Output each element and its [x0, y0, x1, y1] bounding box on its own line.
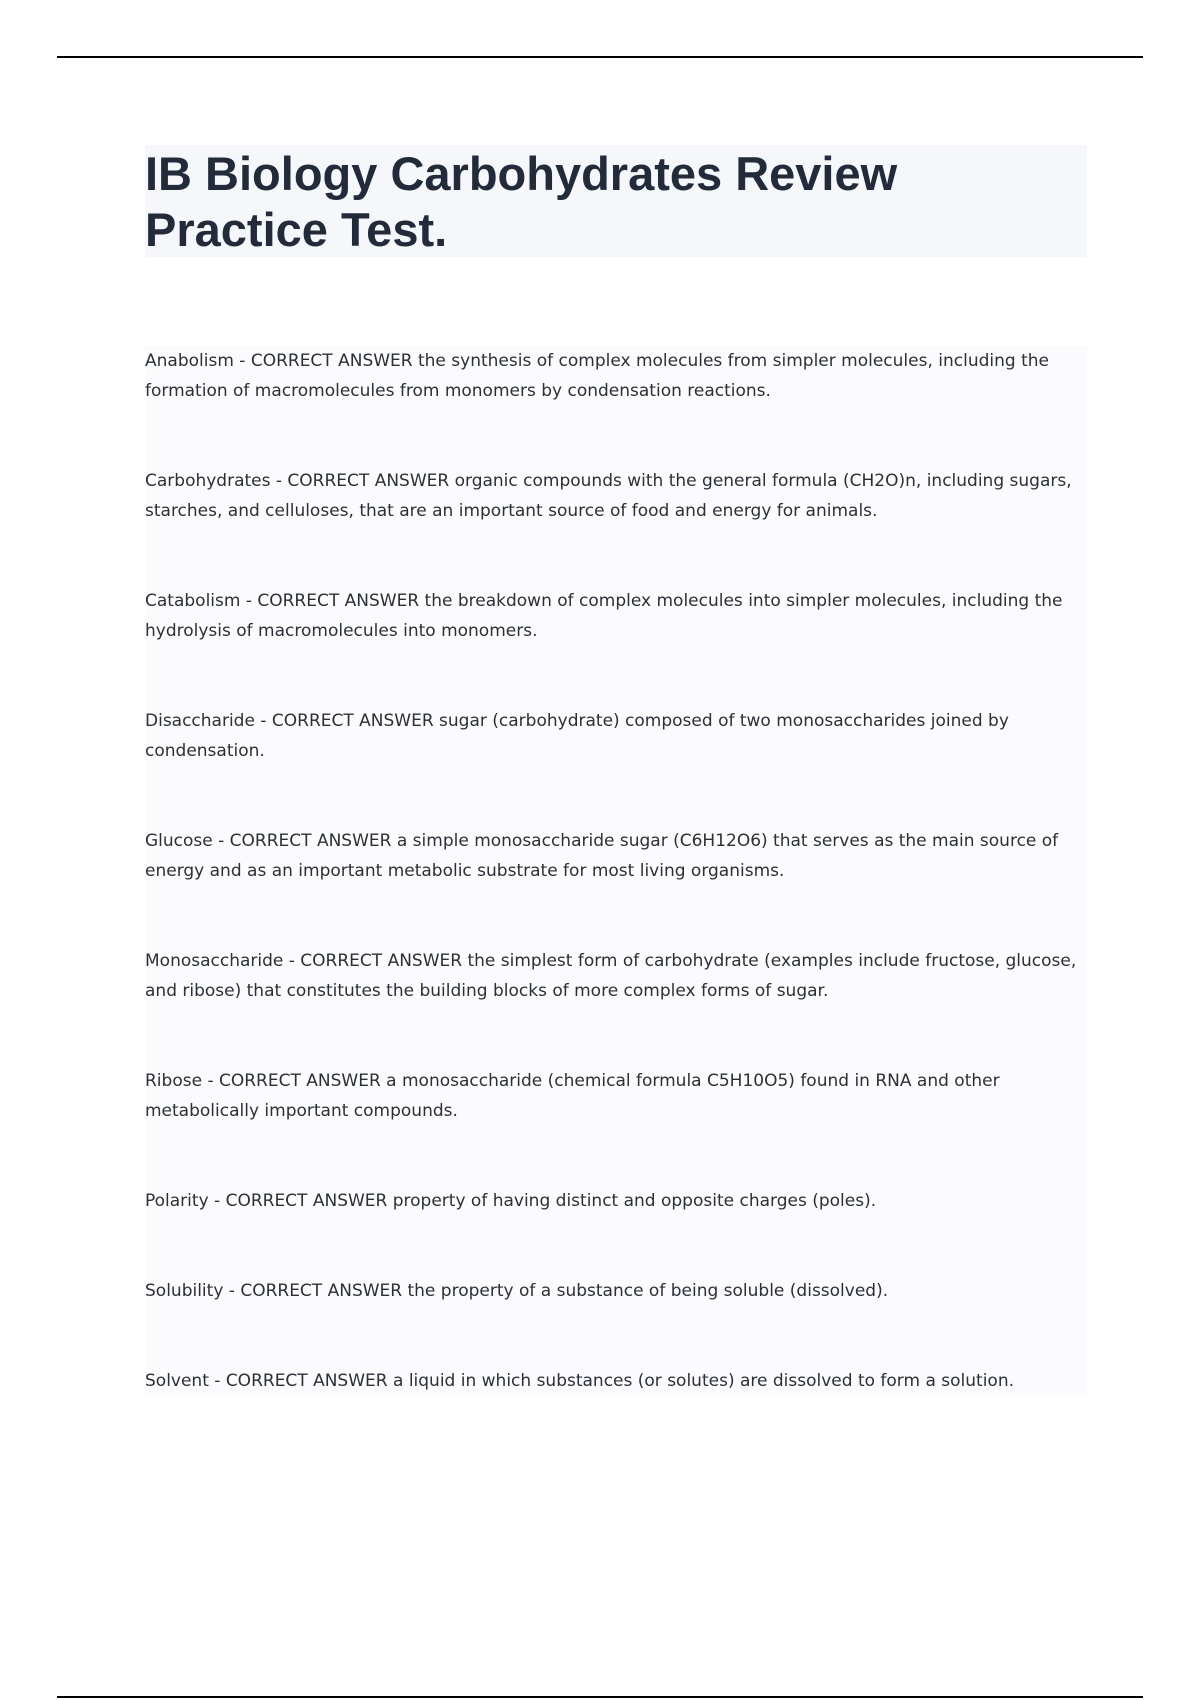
entry-monosaccharide: Monosaccharide - CORRECT ANSWER the simplest form of carbohydrate (examples include fructose, glucose, and ribose) that constitutes the building blocks of more complex forms of sugar. — [145, 951, 1077, 1001]
entry-anabolism: Anabolism - CORRECT ANSWER the synthesis of complex molecules from simpler molecules, including the formation of macromolecules from monomers by condensation reactions. — [145, 351, 1049, 401]
entry-list — [145, 346, 1087, 1396]
entry-polarity: Polarity - CORRECT ANSWER property of having distinct and opposite charges (poles). — [145, 1191, 877, 1211]
entry-glucose: Glucose - CORRECT ANSWER a simple monosaccharide sugar (C6H12O6) that serves as the main source of energy and as an important metabolic substrate for most living organisms. — [145, 831, 1059, 881]
entry-catabolism: Catabolism - CORRECT ANSWER the breakdown of complex molecules into simpler molecules, including the hydrolysis of macromolecules into monomers. — [145, 591, 1063, 641]
entry-disaccharide: Disaccharide - CORRECT ANSWER sugar (carbohydrate) composed of two monosaccharides joined by condensation. — [145, 711, 1009, 761]
entry-carbohydrates: Carbohydrates - CORRECT ANSWER organic compounds with the general formula (CH2O)n, including sugars, starches, and celluloses, that are an important source of food and energy for animals. — [145, 471, 1072, 521]
entry-ribose: Ribose - CORRECT ANSWER a monosaccharide (chemical formula C5H10O5) found in RNA and other metabolically important compounds. — [145, 1071, 1000, 1121]
top-rule — [57, 56, 1143, 58]
entry-solubility: Solubility - CORRECT ANSWER the property of a substance of being soluble (dissolved). — [145, 1281, 889, 1301]
page-title: IB Biology Carbohydrates Review Practice Test. — [145, 147, 898, 256]
bottom-rule — [57, 1696, 1143, 1698]
entry-solvent: Solvent - CORRECT ANSWER a liquid in which substances (or solutes) are dissolved to form a solution. — [145, 1371, 1014, 1391]
title-block — [145, 145, 1087, 257]
